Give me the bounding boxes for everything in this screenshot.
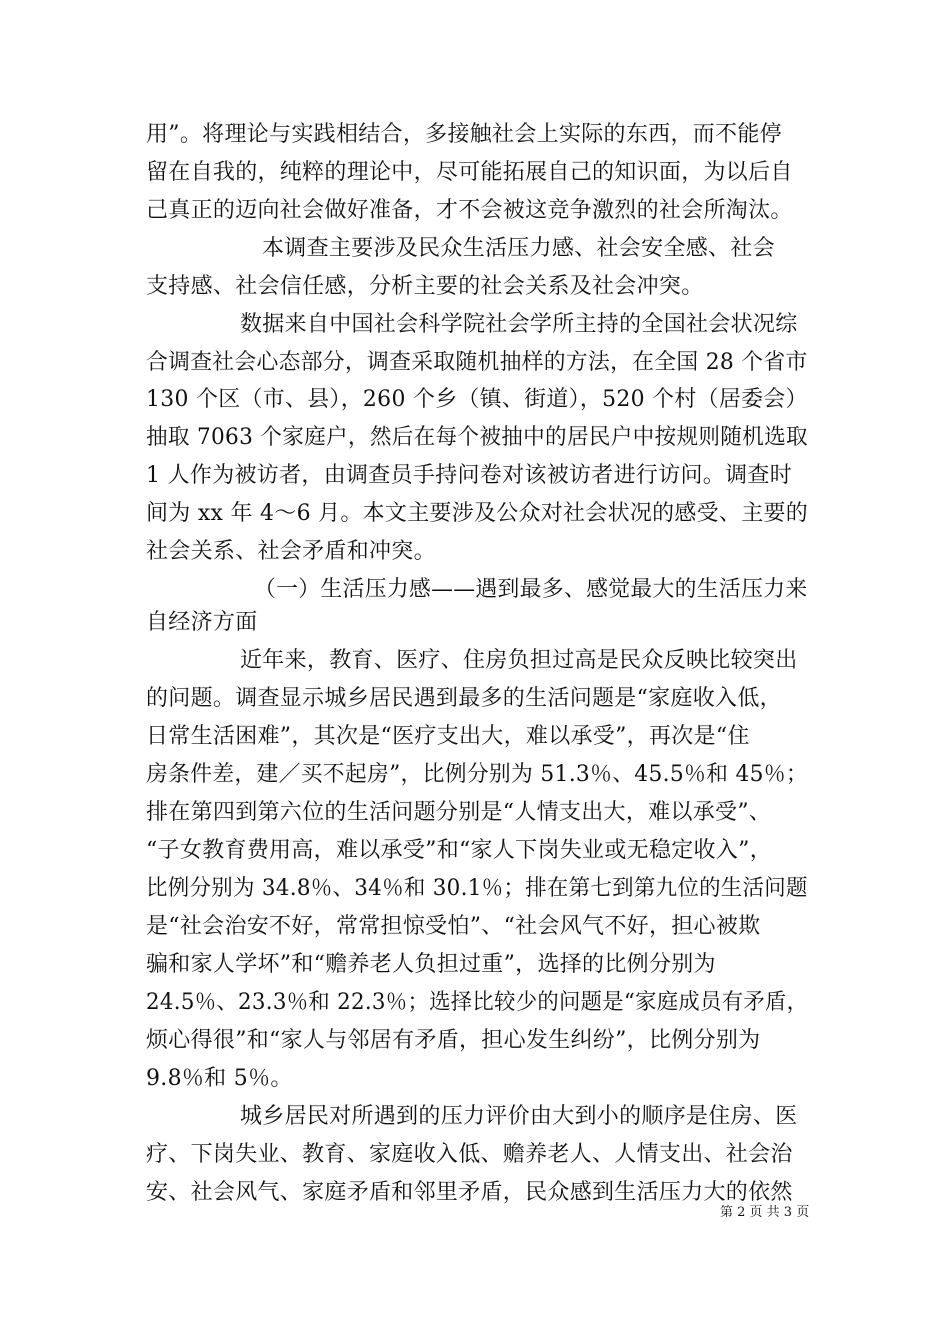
text-line: 是“社会治安不好，常常担惊受怕”、“社会风气不好，担心被欺 [146, 914, 761, 939]
text-line: 抽取 7063 个家庭户，然后在每个被抽中的居民户中按规则随机选取 [146, 425, 808, 450]
text-line: 1 人作为被访者，由调查员手持问卷对该被访者进行访问。调查时 [146, 463, 792, 488]
paragraph-first-line: 城乡居民对所遇到的压力评价由大到小的顺序是住房、医 [240, 1104, 798, 1129]
text-line: “子女教育费用高，难以承受”和“家人下岗失业或无稳定收入”， [146, 838, 772, 863]
text-line: 房条件差，建／买不起房”，比例分别为 51.3％、45.5％和 45％； [146, 762, 808, 787]
text-line: 130 个区（市、县），260 个乡（镇、街道），520 个村（居委会） [146, 387, 808, 412]
text-line: 疗、下岗失业、教育、家庭收入低、赡养老人、人情支出、社会治 [146, 1142, 793, 1167]
text-line: 骗和家人学坏”和“赡养老人负担过重”，选择的比例分别为 [146, 952, 716, 977]
section-heading-cont: 自经济方面 [146, 610, 258, 635]
page-number: 第 2 页 共 3 页 [720, 1205, 810, 1220]
text-line: 9.8％和 5％。 [146, 1066, 293, 1091]
section-heading: （一）生活压力感——遇到最多、感觉最大的生活压力来 [254, 577, 808, 602]
text-line: 用”。将理论与实践相结合，多接触社会上实际的东西，而不能停 [146, 122, 782, 147]
text-line: 烦心得很”和“家人与邻居有矛盾，担心发生纠纷”，比例分别为 [146, 1028, 761, 1053]
paragraph-first-line: 数据来自中国社会科学院社会学所主持的全国社会状况综 [240, 312, 798, 337]
text-line: 留在自我的，纯粹的理论中，尽可能拓展自己的知识面，为以后自 [146, 160, 793, 185]
paragraph-first-line: 近年来，教育、医疗、住房负担过高是民众反映比较突出 [240, 648, 798, 673]
text-line: 24.5％、23.3％和 22.3％；选择比较少的问题是“家庭成员有矛盾， [146, 990, 809, 1015]
text-line: 的问题。调查显示城乡居民遇到最多的生活问题是“家庭收入低， [146, 686, 782, 711]
text-line: 社会关系、社会矛盾和冲突。 [146, 539, 436, 564]
text-line: 间为 xx 年 4～6 月。本文主要涉及公众对社会状况的感受、主要的 [146, 501, 808, 526]
text-line: 比例分别为 34.8％、34％和 30.1％；排在第七到第九位的生活问题 [146, 876, 808, 901]
text-line: 支持感、社会信任感，分析主要的社会关系及社会冲突。 [146, 274, 704, 299]
text-line: 合调查社会心态部分，调查采取随机抽样的方法，在全国 28 个省市 [146, 350, 808, 375]
text-line: 安、社会风气、家庭矛盾和邻里矛盾，民众感到生活压力大的依然 [146, 1180, 793, 1205]
text-line: 日常生活困难”，其次是“医疗支出大，难以承受”，再次是“住 [146, 724, 750, 749]
text-line: 排在第四到第六位的生活问题分别是“人情支出大，难以承受”、 [146, 800, 772, 825]
paragraph-first-line: 本调查主要涉及民众生活压力感、社会安全感、社会 [262, 236, 775, 261]
text-line: 己真正的迈向社会做好准备，才不会被这竞争激烈的社会所淘汰。 [146, 198, 793, 223]
